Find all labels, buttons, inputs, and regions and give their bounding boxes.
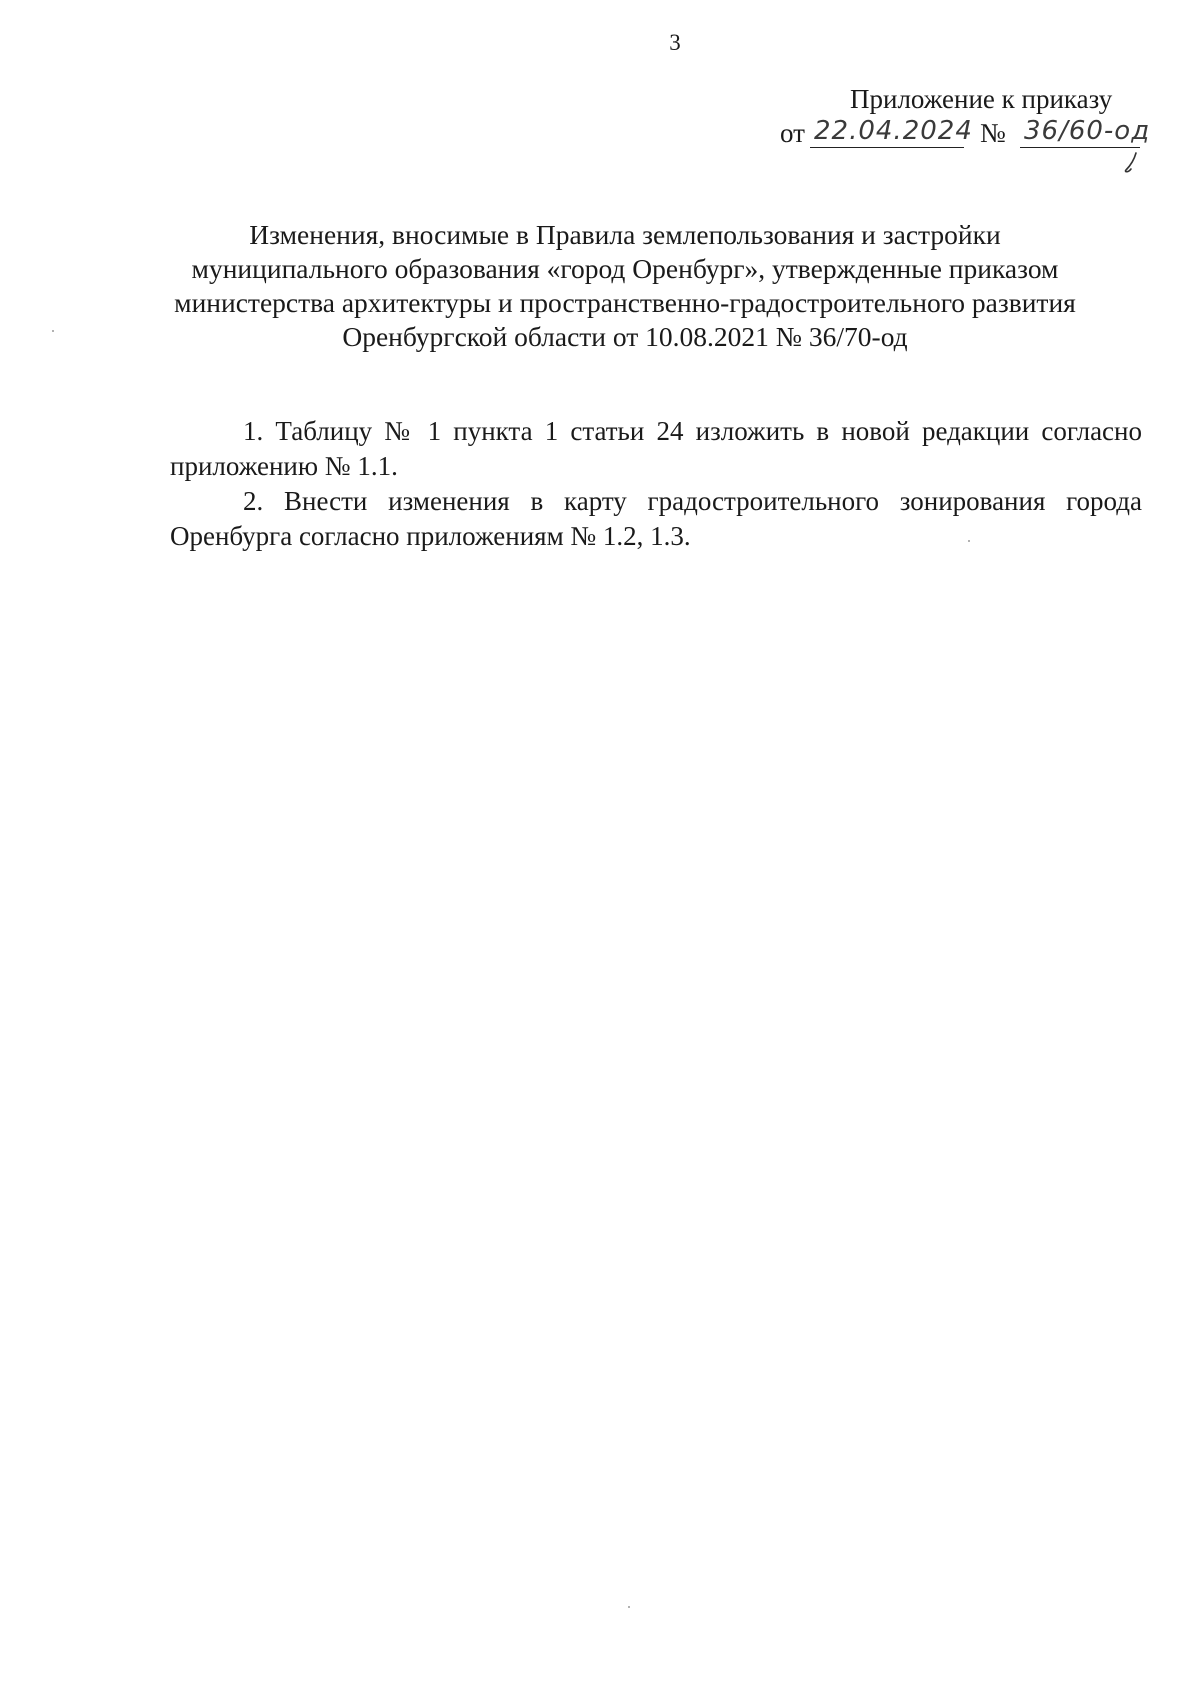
heading-line: муниципального образования «город Оренбург», утвержденные приказом <box>191 253 1059 284</box>
scan-speck <box>968 540 970 542</box>
page-number: 3 <box>669 30 681 55</box>
number-prefix: № <box>980 118 1006 148</box>
appendix-reference <box>780 82 1160 160</box>
paragraph-item-2: 2. Внести изменения в карту градостроительного зонирования города Оренбурга согласно приложениям № 1.2, 1.3. <box>170 486 1142 551</box>
paragraph-item-1: 1. Таблицу № 1 пункта 1 статьи 24 изложить в новой редакции согласно приложению № 1.1. <box>170 416 1142 481</box>
handwritten-date: 22.04.2024 <box>810 116 964 148</box>
handwriting-flourish-icon <box>1122 152 1146 174</box>
handwritten-order-number: 36/60-од <box>1020 116 1140 148</box>
appendix-date-number-line <box>780 116 1160 160</box>
document-heading <box>160 218 1090 354</box>
date-prefix: от <box>780 118 805 148</box>
heading-line: Оренбургской области от 10.08.2021 № 36/70-од <box>342 321 908 352</box>
document-body <box>170 414 1142 554</box>
heading-line: Изменения, вносимые в Правила землепользования и застройки <box>249 219 1001 250</box>
scan-speck <box>628 1606 630 1608</box>
heading-line: министерства архитектуры и пространственно-градостроительного развития <box>174 287 1076 318</box>
appendix-title: Приложение к приказу <box>850 84 1113 114</box>
scan-speck <box>52 330 54 332</box>
